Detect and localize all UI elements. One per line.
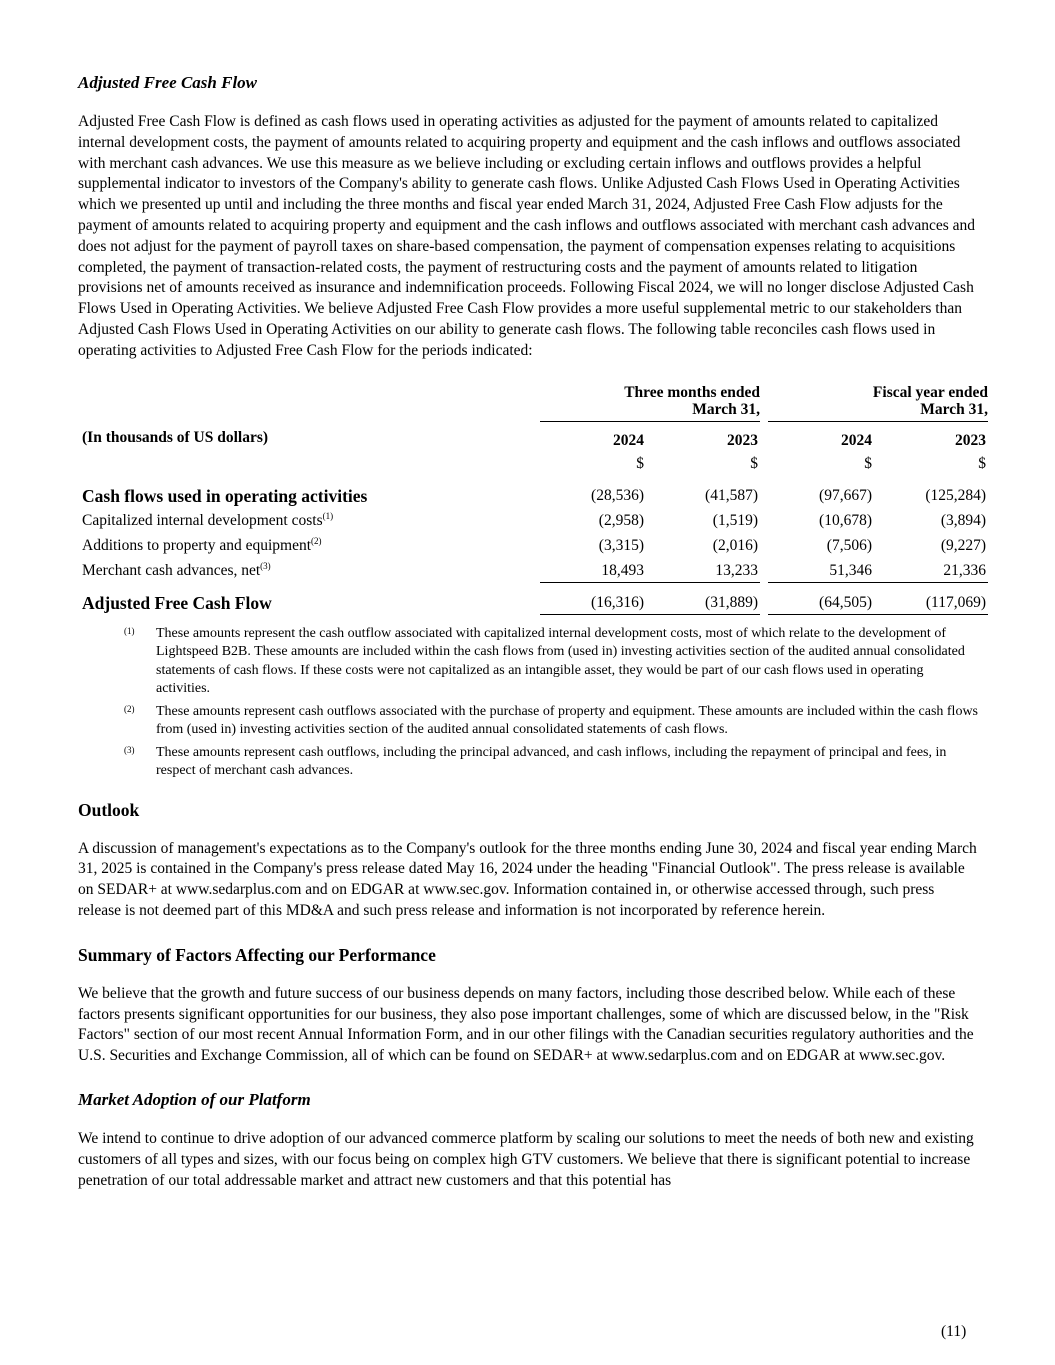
- footnote-marker: (3): [124, 744, 135, 755]
- total-value: (31,889): [654, 582, 760, 614]
- cell-value: (125,284): [925, 487, 987, 505]
- footnote-ref: (1): [322, 511, 334, 522]
- factors-heading: Summary of Factors Affecting our Performance: [78, 944, 436, 965]
- market-adoption-paragraph: We intend to continue to drive adoption of our advanced commerce platform by scaling our solutions to meet the needs of both new and existing customers of all types and sizes, with our focus being on complex high GTV customers. We believe that there is significant potential to increase penetration of our total addressable market and attract new customers and that this potential has: [78, 1129, 974, 1189]
- table-total-row: [78, 582, 988, 614]
- cell-value: (3,315): [598, 537, 644, 555]
- cell-value: (7,506): [826, 537, 872, 555]
- document-page: [78, 72, 989, 1191]
- units-label: (In thousands of US dollars): [82, 429, 269, 447]
- year-header: 2024: [841, 432, 872, 450]
- row-label: Cash flows used in operating activities: [82, 486, 368, 507]
- total-value: (64,505): [768, 582, 874, 614]
- outlook-paragraph: A discussion of management's expectations as to the Company's outlook for the three months ending June 30, 2024 and fiscal year ending March 31, 2025 is contained in the Company's press release dated May 16, 2024 under the heading "Financial Outlook". The press release is available on SEDAR+ at www.sedarplus.com and on EDGAR at www.sec.gov. Information contained in, or otherwise accessed through, such press release is not deemed part of this MD&A and such press release and information is not incorporated by reference herein.: [78, 839, 977, 919]
- adjusted-fcf-paragraph: Adjusted Free Cash Flow is defined as cash flows used in operating activities as adjusted for the payment of amounts related to capitalized internal development costs, the payment of amounts related to acquiring property and equipment and the cash inflows and outflows associated with merchant cash advances. We use this measure as we believe including or excluding certain inflows and outflows provides a helpful supplemental indicator to investors of the Company's ability to generate cash flows. Unlike Adjusted Cash Flows Used in Operating Activities which we presented up until and including the three months and fiscal year ended March 31, 2024, Adjusted Free Cash Flow adjusts for the payment of amounts related to acquiring property and equipment and the cash inflows and outflows associated with merchant cash advances and does not adjust for the payment of payroll taxes on share-based compensation, the payment of compensation expenses relating to acquisitions completed, the payment of transaction-related costs, the payment of restructuring costs and the payment of amounts related to litigation provisions net of amounts received as insurance and indemnification proceeds. Following Fiscal 2024, we will no longer disclose Adjusted Cash Flows Used in Operating Activities. We believe Adjusted Free Cash Flow provides a more useful supplemental metric to our stakeholders than Adjusted Cash Flows Used in Operating Activities on our ability to generate cash flows. The following table reconciles cash flows used in operating activities to Adjusted Free Cash Flow for the periods indicated:: [78, 113, 976, 359]
- market-adoption-heading: Market Adoption of our Platform: [78, 1089, 311, 1109]
- table-currency-row: [78, 449, 988, 475]
- cell-value: (9,227): [940, 537, 987, 555]
- row-label: Capitalized internal development costs$^{(1)}$: [82, 511, 334, 530]
- cell-value: 18,493: [540, 557, 646, 582]
- cell-value: 13,233: [654, 557, 760, 582]
- cell-value: 51,346: [768, 557, 874, 582]
- cell-value: (1,519): [712, 512, 758, 530]
- page-number: (11): [941, 1323, 967, 1340]
- row-label: Additions to property and equipment$^{(2)}$: [82, 536, 322, 555]
- table-row: [78, 475, 988, 507]
- year-header: 2023: [727, 432, 758, 450]
- table-row: [78, 507, 988, 532]
- outlook-heading: Outlook: [78, 799, 140, 820]
- footnote-marker: (1): [124, 625, 135, 636]
- fiscal-year-header: Fiscal year ended March 31,: [768, 384, 988, 422]
- cell-value: (10,678): [819, 512, 872, 530]
- table-group-header-row: [78, 384, 988, 422]
- table-year-row: [78, 421, 988, 449]
- total-label: Adjusted Free Cash Flow: [82, 593, 272, 614]
- footnote: [78, 744, 978, 781]
- adjusted-fcf-heading: Adjusted Free Cash Flow: [78, 73, 258, 92]
- table-row: [78, 557, 988, 582]
- year-header: 2024: [613, 432, 644, 450]
- currency-symbol: $: [750, 455, 758, 473]
- cell-value: (97,667): [819, 487, 872, 505]
- footnote-marker: (2): [124, 703, 135, 714]
- factors-paragraph: We believe that the growth and future success of our business depends on many factors, including those described below. While each of these factors presents significant opportunities for our business, they also pose important challenges, some of which are discussed below, in the "Risk Factors" section of our most recent Annual Information Form, and in our other filings with the Canadian securities regulatory authorities and the U.S. Securities and Exchange Commission, all of which can be found on SEDAR+ at www.sedarplus.com and on EDGAR at www.sec.gov.: [78, 984, 974, 1065]
- footnote-text: These amounts represent cash outflows associated with the purchase of property and equipment. These amounts are included within the cash flows from (used in) investing activities section of the audited annual consolidated statements of cash flows.: [156, 703, 979, 738]
- three-months-header: Three months ended March 31,: [540, 384, 760, 422]
- table-row: [78, 532, 988, 557]
- cell-value: (41,587): [705, 487, 758, 505]
- currency-symbol: $: [864, 455, 872, 473]
- cell-value: (2,016): [712, 537, 758, 555]
- cell-value: (3,894): [940, 512, 987, 530]
- footnote-text: These amounts represent the cash outflow associated with capitalized internal development costs, most of which relate to the development of Lightspeed B2B. These amounts are included within the cash flows from (used in) investing activities section of the audited annual consolidated statements of cash flows. If these costs were not capitalized as an intangible asset, they would be part of our cash flows used in operating activities.: [156, 625, 965, 697]
- total-value: (16,316): [540, 582, 646, 614]
- currency-symbol: $: [636, 455, 644, 473]
- reconciliation-table: [78, 384, 988, 615]
- footnote: [78, 703, 978, 740]
- footnote-ref: (3): [260, 561, 271, 572]
- cell-value: (2,958): [598, 512, 644, 530]
- total-value: (117,069): [882, 582, 988, 614]
- footnote-ref: (2): [311, 536, 322, 547]
- footnote-text: These amounts represent cash outflows, including the principal advanced, and cash inflows, including the repayment of principal and fees, in respect of merchant cash advances.: [156, 744, 947, 779]
- year-header: 2023: [955, 432, 987, 450]
- footnote: [78, 625, 978, 699]
- cell-value: (28,536): [591, 487, 644, 505]
- cell-value: 21,336: [882, 557, 988, 582]
- currency-symbol: $: [978, 455, 987, 473]
- row-label: Merchant cash advances, net$^{(3)}$: [82, 561, 271, 580]
